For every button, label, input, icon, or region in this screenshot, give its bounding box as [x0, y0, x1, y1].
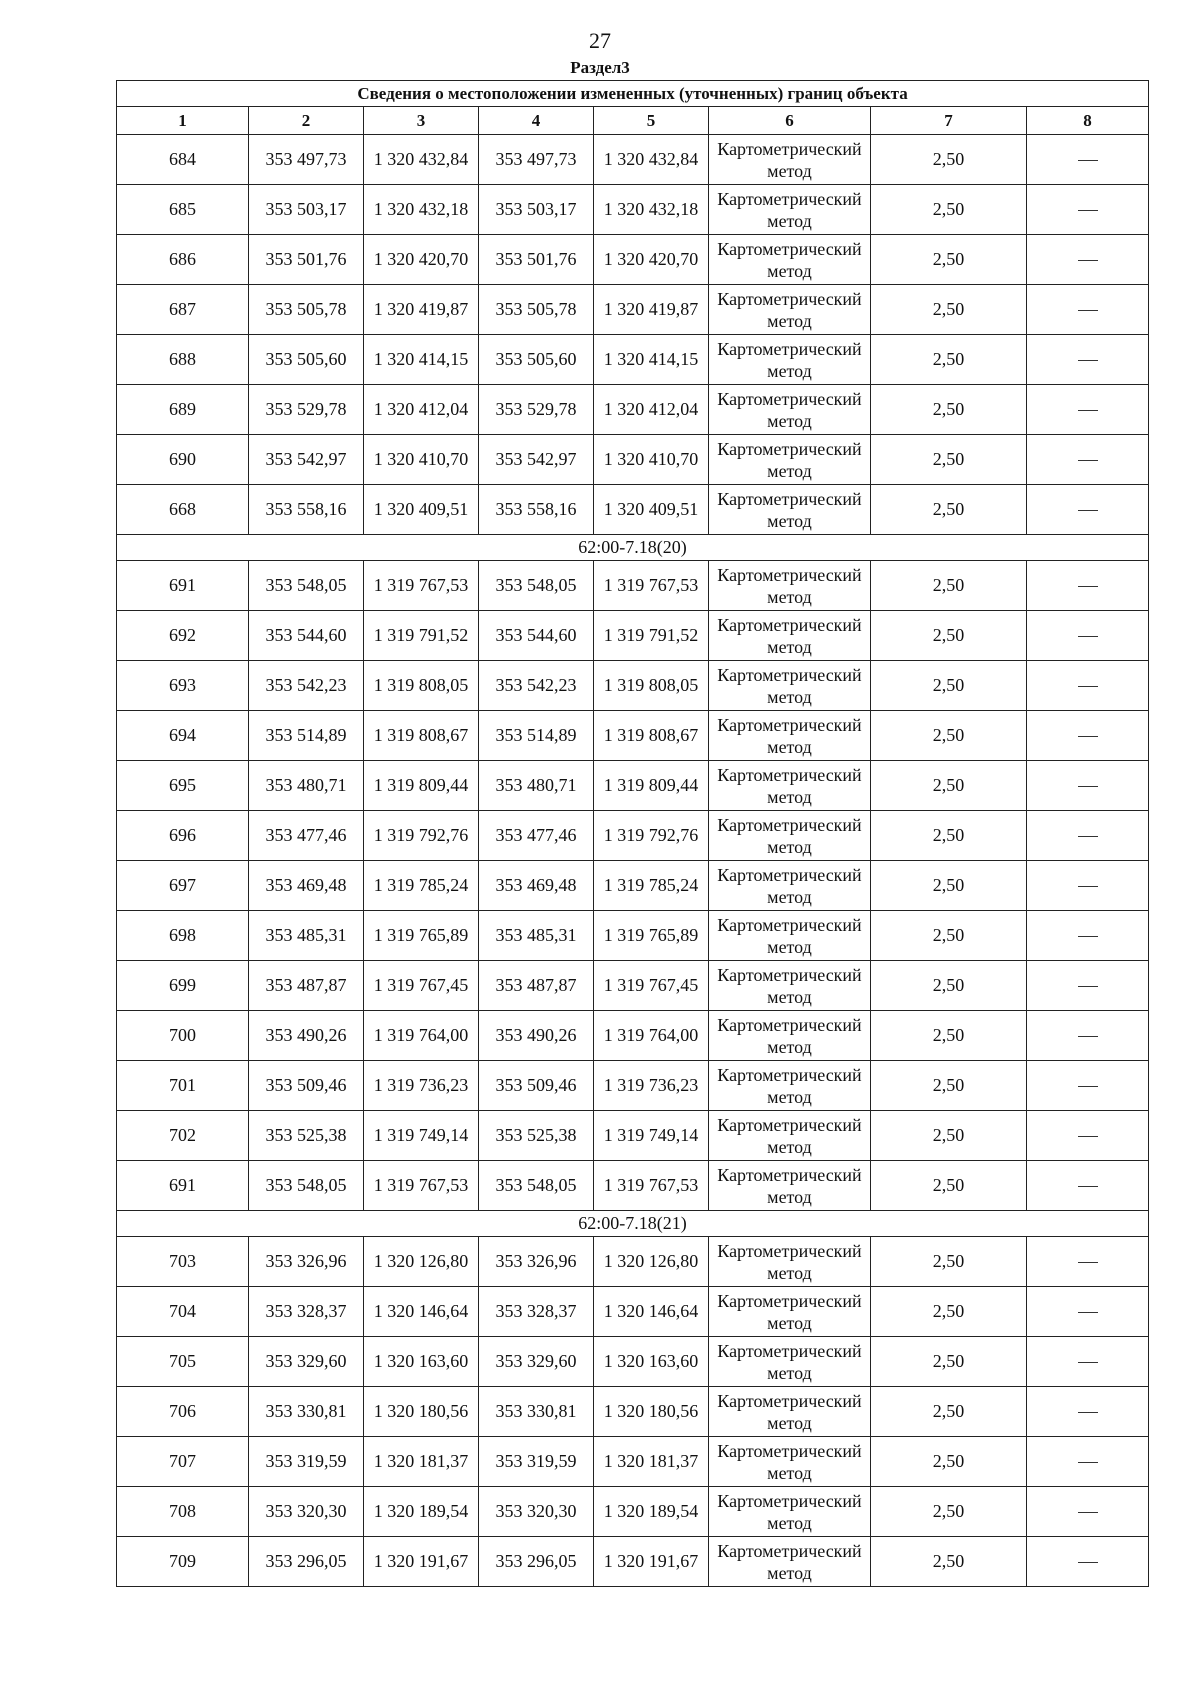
y-new-cell: 1 320 409,51: [594, 485, 709, 535]
point-number-cell: 687: [117, 285, 249, 335]
description-cell: [1027, 1237, 1149, 1287]
y-new-cell: 1 320 126,80: [594, 1237, 709, 1287]
x-old-cell: 353 548,05: [249, 1161, 364, 1211]
description-cell: [1027, 435, 1149, 485]
y-new-cell: 1 319 808,05: [594, 661, 709, 711]
x-new-cell: 353 320,30: [479, 1487, 594, 1537]
dash-mark: [1078, 210, 1098, 211]
column-header: 8: [1027, 107, 1149, 135]
dash-mark: [1078, 886, 1098, 887]
y-old-cell: 1 320 163,60: [364, 1337, 479, 1387]
y-old-cell: 1 320 126,80: [364, 1237, 479, 1287]
point-number-cell: 707: [117, 1437, 249, 1487]
y-new-cell: 1 319 765,89: [594, 911, 709, 961]
table-row: [117, 1437, 1149, 1487]
table-row: [117, 861, 1149, 911]
point-number-cell: 701: [117, 1061, 249, 1111]
description-cell: [1027, 285, 1149, 335]
table-row: [117, 1011, 1149, 1061]
accuracy-cell: 2,50: [871, 1287, 1027, 1337]
method-cell: Картометрический метод: [709, 861, 871, 911]
x-old-cell: 353 503,17: [249, 185, 364, 235]
x-new-cell: 353 296,05: [479, 1537, 594, 1587]
accuracy-cell: 2,50: [871, 285, 1027, 335]
x-new-cell: 353 480,71: [479, 761, 594, 811]
accuracy-cell: 2,50: [871, 485, 1027, 535]
x-old-cell: 353 514,89: [249, 711, 364, 761]
point-number-cell: 706: [117, 1387, 249, 1437]
x-new-cell: 353 542,97: [479, 435, 594, 485]
y-old-cell: 1 320 410,70: [364, 435, 479, 485]
dash-mark: [1078, 410, 1098, 411]
description-cell: [1027, 485, 1149, 535]
accuracy-cell: 2,50: [871, 1487, 1027, 1537]
x-new-cell: 353 558,16: [479, 485, 594, 535]
y-new-cell: 1 320 163,60: [594, 1337, 709, 1387]
y-new-cell: 1 320 414,15: [594, 335, 709, 385]
x-old-cell: 353 525,38: [249, 1111, 364, 1161]
y-old-cell: 1 319 767,45: [364, 961, 479, 1011]
y-new-cell: 1 320 191,67: [594, 1537, 709, 1587]
table-row: [117, 285, 1149, 335]
accuracy-cell: 2,50: [871, 335, 1027, 385]
point-number-cell: 700: [117, 1011, 249, 1061]
dash-mark: [1078, 1512, 1098, 1513]
x-old-cell: 353 529,78: [249, 385, 364, 435]
description-cell: [1027, 1161, 1149, 1211]
x-new-cell: 353 490,26: [479, 1011, 594, 1061]
point-number-cell: 691: [117, 1161, 249, 1211]
table-row: [117, 1537, 1149, 1587]
description-cell: [1027, 1287, 1149, 1337]
y-new-cell: 1 319 767,45: [594, 961, 709, 1011]
x-old-cell: 353 330,81: [249, 1387, 364, 1437]
y-new-cell: 1 320 189,54: [594, 1487, 709, 1537]
point-number-cell: 699: [117, 961, 249, 1011]
method-cell: Картометрический метод: [709, 1337, 871, 1387]
x-old-cell: 353 558,16: [249, 485, 364, 535]
point-number-cell: 696: [117, 811, 249, 861]
method-cell: Картометрический метод: [709, 1111, 871, 1161]
method-cell: Картометрический метод: [709, 1437, 871, 1487]
table-row: [117, 1287, 1149, 1337]
dash-mark: [1078, 1562, 1098, 1563]
method-cell: Картометрический метод: [709, 135, 871, 185]
dash-mark: [1078, 786, 1098, 787]
method-cell: Картометрический метод: [709, 235, 871, 285]
description-cell: [1027, 235, 1149, 285]
description-cell: [1027, 185, 1149, 235]
method-cell: Картометрический метод: [709, 911, 871, 961]
x-old-cell: 353 542,23: [249, 661, 364, 711]
method-cell: Картометрический метод: [709, 1237, 871, 1287]
dash-mark: [1078, 360, 1098, 361]
method-cell: Картометрический метод: [709, 435, 871, 485]
table-header-row: [117, 107, 1149, 135]
x-old-cell: 353 542,97: [249, 435, 364, 485]
description-cell: [1027, 1537, 1149, 1587]
description-cell: [1027, 661, 1149, 711]
x-new-cell: 353 548,05: [479, 1161, 594, 1211]
point-number-cell: 702: [117, 1111, 249, 1161]
table-row: [117, 335, 1149, 385]
description-cell: [1027, 335, 1149, 385]
method-cell: Картометрический метод: [709, 661, 871, 711]
method-cell: Картометрический метод: [709, 1011, 871, 1061]
accuracy-cell: 2,50: [871, 711, 1027, 761]
accuracy-cell: 2,50: [871, 1387, 1027, 1437]
y-new-cell: 1 320 412,04: [594, 385, 709, 435]
description-cell: [1027, 385, 1149, 435]
x-old-cell: 353 469,48: [249, 861, 364, 911]
method-cell: Картометрический метод: [709, 485, 871, 535]
y-new-cell: 1 319 764,00: [594, 1011, 709, 1061]
dash-mark: [1078, 260, 1098, 261]
x-old-cell: 353 485,31: [249, 911, 364, 961]
table-row: [117, 711, 1149, 761]
x-old-cell: 353 548,05: [249, 561, 364, 611]
y-new-cell: 1 320 432,18: [594, 185, 709, 235]
table-row: [117, 1161, 1149, 1211]
accuracy-cell: 2,50: [871, 1537, 1027, 1587]
y-old-cell: 1 320 414,15: [364, 335, 479, 385]
y-new-cell: 1 319 767,53: [594, 1161, 709, 1211]
x-old-cell: 353 329,60: [249, 1337, 364, 1387]
dash-mark: [1078, 1462, 1098, 1463]
accuracy-cell: 2,50: [871, 861, 1027, 911]
x-new-cell: 353 529,78: [479, 385, 594, 435]
accuracy-cell: 2,50: [871, 185, 1027, 235]
point-number-cell: 685: [117, 185, 249, 235]
x-new-cell: 353 469,48: [479, 861, 594, 911]
table-row: [117, 135, 1149, 185]
method-cell: Картометрический метод: [709, 561, 871, 611]
y-old-cell: 1 320 146,64: [364, 1287, 479, 1337]
column-header: 7: [871, 107, 1027, 135]
x-old-cell: 353 326,96: [249, 1237, 364, 1287]
method-cell: Картометрический метод: [709, 1287, 871, 1337]
point-number-cell: 697: [117, 861, 249, 911]
y-old-cell: 1 319 791,52: [364, 611, 479, 661]
section-title: Раздел3: [570, 58, 630, 77]
y-new-cell: 1 319 767,53: [594, 561, 709, 611]
x-new-cell: 353 503,17: [479, 185, 594, 235]
description-cell: [1027, 1011, 1149, 1061]
column-header: 6: [709, 107, 871, 135]
dash-mark: [1078, 986, 1098, 987]
point-number-cell: 686: [117, 235, 249, 285]
column-header: 1: [117, 107, 249, 135]
accuracy-cell: 2,50: [871, 761, 1027, 811]
accuracy-cell: 2,50: [871, 561, 1027, 611]
x-new-cell: 353 544,60: [479, 611, 594, 661]
x-old-cell: 353 490,26: [249, 1011, 364, 1061]
accuracy-cell: 2,50: [871, 1061, 1027, 1111]
table-row: [117, 485, 1149, 535]
description-cell: [1027, 1387, 1149, 1437]
y-old-cell: 1 320 419,87: [364, 285, 479, 335]
column-header: 2: [249, 107, 364, 135]
x-old-cell: 353 477,46: [249, 811, 364, 861]
y-old-cell: 1 319 808,67: [364, 711, 479, 761]
table-row: [117, 1237, 1149, 1287]
accuracy-cell: 2,50: [871, 1437, 1027, 1487]
y-new-cell: 1 320 419,87: [594, 285, 709, 335]
y-new-cell: 1 319 809,44: [594, 761, 709, 811]
accuracy-cell: 2,50: [871, 1111, 1027, 1161]
point-number-cell: 695: [117, 761, 249, 811]
y-old-cell: 1 319 809,44: [364, 761, 479, 811]
y-new-cell: 1 319 791,52: [594, 611, 709, 661]
x-new-cell: 353 497,73: [479, 135, 594, 185]
y-old-cell: 1 319 792,76: [364, 811, 479, 861]
table-caption-row: [117, 81, 1149, 107]
point-number-cell: 693: [117, 661, 249, 711]
x-old-cell: 353 320,30: [249, 1487, 364, 1537]
table-row: [117, 435, 1149, 485]
y-old-cell: 1 320 420,70: [364, 235, 479, 285]
x-old-cell: 353 544,60: [249, 611, 364, 661]
accuracy-cell: 2,50: [871, 1161, 1027, 1211]
method-cell: Картометрический метод: [709, 611, 871, 661]
method-cell: Картометрический метод: [709, 385, 871, 435]
y-new-cell: 1 319 749,14: [594, 1111, 709, 1161]
description-cell: [1027, 861, 1149, 911]
dash-mark: [1078, 1362, 1098, 1363]
method-cell: Картометрический метод: [709, 1061, 871, 1111]
description-cell: [1027, 1061, 1149, 1111]
y-old-cell: 1 320 432,18: [364, 185, 479, 235]
y-old-cell: 1 319 749,14: [364, 1111, 479, 1161]
description-cell: [1027, 1437, 1149, 1487]
table-row: [117, 185, 1149, 235]
boundary-coordinates-table: [116, 80, 1149, 1587]
dash-mark: [1078, 586, 1098, 587]
x-new-cell: 353 509,46: [479, 1061, 594, 1111]
x-old-cell: 353 480,71: [249, 761, 364, 811]
y-new-cell: 1 319 792,76: [594, 811, 709, 861]
method-cell: Картометрический метод: [709, 1537, 871, 1587]
point-number-cell: 668: [117, 485, 249, 535]
accuracy-cell: 2,50: [871, 611, 1027, 661]
description-cell: [1027, 1337, 1149, 1387]
description-cell: [1027, 711, 1149, 761]
x-new-cell: 353 319,59: [479, 1437, 594, 1487]
point-number-cell: 708: [117, 1487, 249, 1537]
y-old-cell: 1 320 432,84: [364, 135, 479, 185]
accuracy-cell: 2,50: [871, 811, 1027, 861]
method-cell: Картометрический метод: [709, 961, 871, 1011]
y-new-cell: 1 319 785,24: [594, 861, 709, 911]
y-old-cell: 1 320 180,56: [364, 1387, 479, 1437]
point-number-cell: 691: [117, 561, 249, 611]
table-row: [117, 1111, 1149, 1161]
table-row: [117, 661, 1149, 711]
table-row: [117, 961, 1149, 1011]
table-row: [117, 1487, 1149, 1537]
method-cell: Картометрический метод: [709, 335, 871, 385]
table-row: [117, 1387, 1149, 1437]
x-new-cell: 353 329,60: [479, 1337, 594, 1387]
accuracy-cell: 2,50: [871, 1011, 1027, 1061]
table-body: [117, 135, 1149, 1587]
accuracy-cell: 2,50: [871, 911, 1027, 961]
point-number-cell: 692: [117, 611, 249, 661]
point-number-cell: 684: [117, 135, 249, 185]
x-old-cell: 353 487,87: [249, 961, 364, 1011]
point-number-cell: 703: [117, 1237, 249, 1287]
group-row: [117, 1211, 1149, 1237]
column-header: 5: [594, 107, 709, 135]
table-row: [117, 761, 1149, 811]
point-number-cell: 698: [117, 911, 249, 961]
dash-mark: [1078, 1136, 1098, 1137]
point-number-cell: 689: [117, 385, 249, 435]
x-new-cell: 353 542,23: [479, 661, 594, 711]
x-new-cell: 353 477,46: [479, 811, 594, 861]
point-number-cell: 704: [117, 1287, 249, 1337]
group-label: 62:00-7.18(20): [117, 535, 1149, 561]
table-row: [117, 1337, 1149, 1387]
method-cell: Картометрический метод: [709, 185, 871, 235]
x-old-cell: 353 328,37: [249, 1287, 364, 1337]
column-header: 4: [479, 107, 594, 135]
description-cell: [1027, 961, 1149, 1011]
dash-mark: [1078, 1412, 1098, 1413]
dash-mark: [1078, 460, 1098, 461]
x-old-cell: 353 505,60: [249, 335, 364, 385]
y-old-cell: 1 320 191,67: [364, 1537, 479, 1587]
description-cell: [1027, 761, 1149, 811]
method-cell: Картометрический метод: [709, 811, 871, 861]
y-old-cell: 1 319 808,05: [364, 661, 479, 711]
y-new-cell: 1 320 420,70: [594, 235, 709, 285]
point-number-cell: 690: [117, 435, 249, 485]
description-cell: [1027, 1487, 1149, 1537]
method-cell: Картометрический метод: [709, 1487, 871, 1537]
x-old-cell: 353 497,73: [249, 135, 364, 185]
y-new-cell: 1 319 808,67: [594, 711, 709, 761]
table-row: [117, 911, 1149, 961]
x-new-cell: 353 505,78: [479, 285, 594, 335]
x-new-cell: 353 487,87: [479, 961, 594, 1011]
dash-mark: [1078, 510, 1098, 511]
description-cell: [1027, 561, 1149, 611]
y-new-cell: 1 320 410,70: [594, 435, 709, 485]
description-cell: [1027, 911, 1149, 961]
dash-mark: [1078, 310, 1098, 311]
point-number-cell: 688: [117, 335, 249, 385]
accuracy-cell: 2,50: [871, 1337, 1027, 1387]
method-cell: Картометрический метод: [709, 711, 871, 761]
dash-mark: [1078, 736, 1098, 737]
accuracy-cell: 2,50: [871, 135, 1027, 185]
accuracy-cell: 2,50: [871, 961, 1027, 1011]
method-cell: Картометрический метод: [709, 285, 871, 335]
y-old-cell: 1 319 736,23: [364, 1061, 479, 1111]
dash-mark: [1078, 686, 1098, 687]
description-cell: [1027, 611, 1149, 661]
dash-mark: [1078, 836, 1098, 837]
y-old-cell: 1 320 412,04: [364, 385, 479, 435]
y-new-cell: 1 320 146,64: [594, 1287, 709, 1337]
y-old-cell: 1 319 765,89: [364, 911, 479, 961]
point-number-cell: 694: [117, 711, 249, 761]
point-number-cell: 705: [117, 1337, 249, 1387]
accuracy-cell: 2,50: [871, 385, 1027, 435]
method-cell: Картометрический метод: [709, 761, 871, 811]
y-new-cell: 1 320 180,56: [594, 1387, 709, 1437]
x-old-cell: 353 505,78: [249, 285, 364, 335]
group-label: 62:00-7.18(21): [117, 1211, 1149, 1237]
x-new-cell: 353 330,81: [479, 1387, 594, 1437]
table-row: [117, 811, 1149, 861]
accuracy-cell: 2,50: [871, 435, 1027, 485]
dash-mark: [1078, 160, 1098, 161]
description-cell: [1027, 1111, 1149, 1161]
y-old-cell: 1 319 767,53: [364, 561, 479, 611]
table-row: [117, 561, 1149, 611]
accuracy-cell: 2,50: [871, 661, 1027, 711]
x-new-cell: 353 525,38: [479, 1111, 594, 1161]
table-row: [117, 611, 1149, 661]
x-old-cell: 353 509,46: [249, 1061, 364, 1111]
group-row: [117, 535, 1149, 561]
x-old-cell: 353 319,59: [249, 1437, 364, 1487]
dash-mark: [1078, 636, 1098, 637]
accuracy-cell: 2,50: [871, 235, 1027, 285]
table-row: [117, 235, 1149, 285]
point-number-cell: 709: [117, 1537, 249, 1587]
x-new-cell: 353 548,05: [479, 561, 594, 611]
dash-mark: [1078, 1312, 1098, 1313]
y-old-cell: 1 319 785,24: [364, 861, 479, 911]
dash-mark: [1078, 1086, 1098, 1087]
y-old-cell: 1 320 409,51: [364, 485, 479, 535]
y-new-cell: 1 319 736,23: [594, 1061, 709, 1111]
description-cell: [1027, 811, 1149, 861]
y-old-cell: 1 320 189,54: [364, 1487, 479, 1537]
y-old-cell: 1 319 764,00: [364, 1011, 479, 1061]
page-number: 27: [589, 28, 611, 53]
x-old-cell: 353 501,76: [249, 235, 364, 285]
table-row: [117, 1061, 1149, 1111]
x-old-cell: 353 296,05: [249, 1537, 364, 1587]
description-cell: [1027, 135, 1149, 185]
method-cell: Картометрический метод: [709, 1387, 871, 1437]
x-new-cell: 353 328,37: [479, 1287, 594, 1337]
y-old-cell: 1 320 181,37: [364, 1437, 479, 1487]
dash-mark: [1078, 1036, 1098, 1037]
x-new-cell: 353 485,31: [479, 911, 594, 961]
y-old-cell: 1 319 767,53: [364, 1161, 479, 1211]
column-header: 3: [364, 107, 479, 135]
y-new-cell: 1 320 181,37: [594, 1437, 709, 1487]
table-caption: Сведения о местоположении измененных (уточненных) границ объекта: [117, 81, 1149, 107]
method-cell: Картометрический метод: [709, 1161, 871, 1211]
y-new-cell: 1 320 432,84: [594, 135, 709, 185]
dash-mark: [1078, 936, 1098, 937]
x-new-cell: 353 505,60: [479, 335, 594, 385]
dash-mark: [1078, 1262, 1098, 1263]
x-new-cell: 353 326,96: [479, 1237, 594, 1287]
table-row: [117, 385, 1149, 435]
x-new-cell: 353 514,89: [479, 711, 594, 761]
dash-mark: [1078, 1186, 1098, 1187]
x-new-cell: 353 501,76: [479, 235, 594, 285]
accuracy-cell: 2,50: [871, 1237, 1027, 1287]
